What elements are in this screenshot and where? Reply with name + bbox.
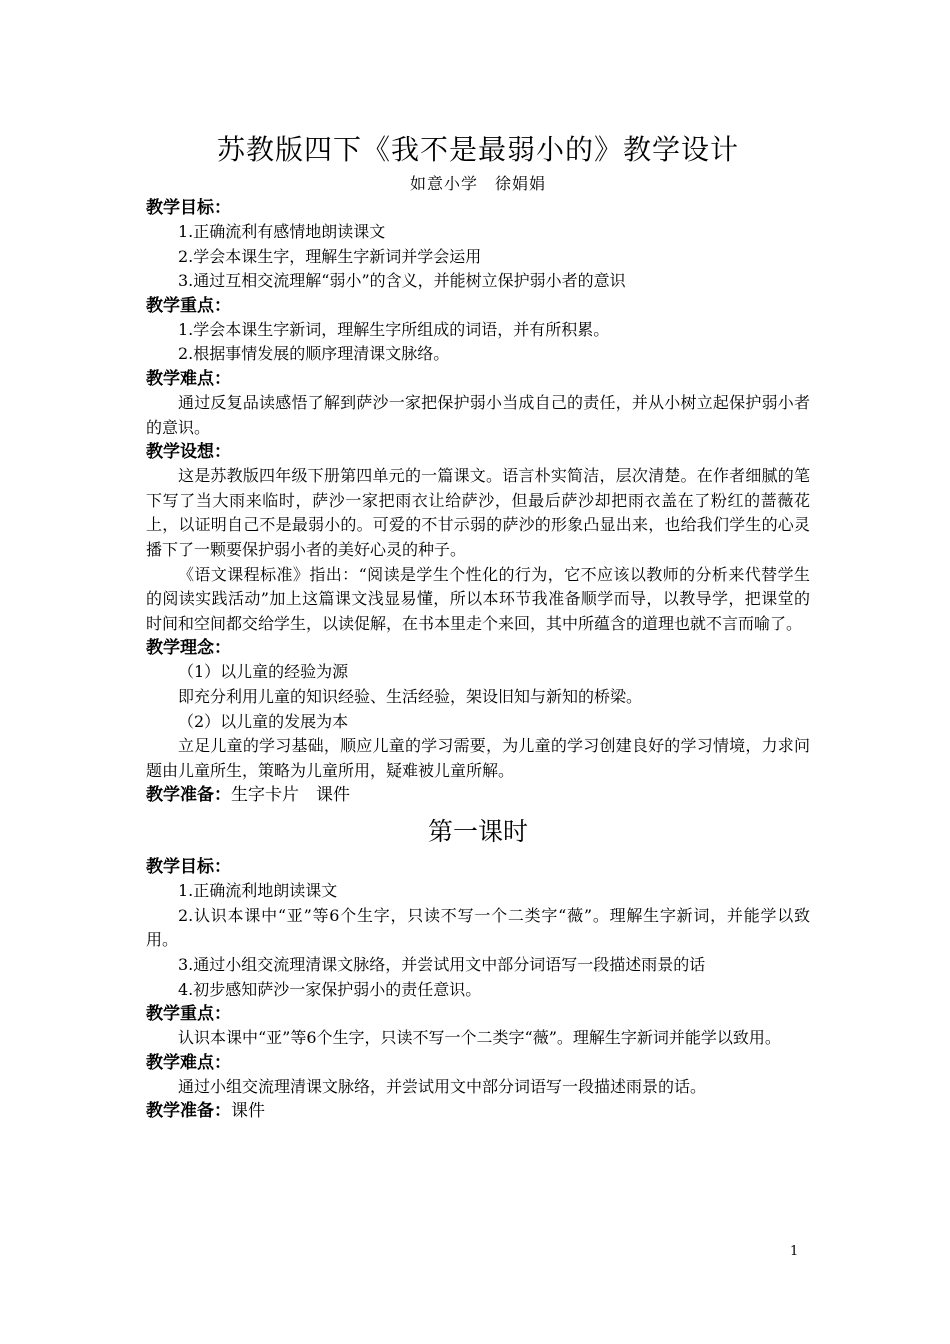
objectives-heading: 教学目标： [146,198,231,218]
key-point-item: 2.根据事情发展的顺序理清课文脉络。 [178,344,450,364]
lesson-objective-item: 2.认识本课中“亚”等6个生字，只读不写一个二类字“薇”。理解生字新词，并能学以致用。 [146,905,810,950]
key-point-item: 1.学会本课生字新词，理解生字所组成的词语，并有所积累。 [178,319,610,339]
philosophy-item: （2）以儿童的发展为本 [178,711,349,731]
lesson-objectives-heading: 教学目标： [146,857,231,878]
lesson-key-points-text: 认识本课中“亚”等6个生字，只读不写一个二类字“薇”。理解生字新词并能学以致用。 [178,1028,781,1048]
objective-item: 2.学会本课生字，理解生字新词并学会运用 [178,246,482,266]
philosophy-item: 立足儿童的学习基础，顺应儿童的学习需要，为儿童的学习创建良好的学习情境，力求问题由儿童所生，策略为儿童所用，疑难被儿童所解。 [146,736,810,780]
design-idea-paragraph: 这是苏教版四年级下册第四单元的一篇课文。语言朴实简洁，层次清楚。在作者细腻的笔下写了当大雨来临时，萨沙一家把雨衣让给萨沙，但最后萨沙却把雨衣盖在了粉红的蔷薇花上，以证明自己不是最弱小的。可爱的不甘示弱的萨沙的形象凸显出来，也给我们学生的心灵播下了一颗要保护弱小者的美好心灵的种子。 [146,466,810,559]
lesson-difficulties-heading: 教学难点： [146,1052,231,1073]
lesson-key-points-heading: 教学重点： [146,1004,231,1025]
preparation-value: 生字卡片 课件 [231,785,350,806]
key-points-heading: 教学重点： [146,295,231,316]
lesson-difficulties-text: 通过小组交流理清课文脉络，并尝试用文中部分词语写一段描述雨景的话。 [178,1076,707,1096]
document-title: 苏教版四下《我不是最弱小的》教学设计 [216,133,739,166]
difficulties-heading: 教学难点： [146,368,231,389]
author-line: 如意小学 徐娟娟 [409,174,546,193]
objective-item: 3.通过互相交流理解“弱小”的含义，并能树立保护弱小者的意识 [178,271,626,291]
lesson-objective-item: 3.通过小组交流理清课文脉络，并尝试用文中部分词语写一段描述雨景的话 [178,955,706,975]
design-idea-paragraph: 《语文课程标准》指出：“阅读是学生个性化的行为，它不应该以教师的分析来代替学生的阅读实践活动”加上这篇课文浅显易懂，所以本环节我准备顺学而导，以教导学，把课堂的时间和空间都交给学生，以读促解，在书本里走个来回，其中所蕴含的道理也就不言而喻了。 [146,564,810,633]
lesson-preparation-value: 课件 [231,1101,265,1122]
lesson-objective-item: 4.初步感知萨沙一家保护弱小的责任意识。 [178,979,482,999]
page-content [146,132,810,1123]
preparation-line [146,783,810,807]
lesson-preparation-line [146,1099,810,1123]
objective-item: 1.正确流利有感情地朗读课文 [178,222,386,241]
lesson-preparation-heading: 教学准备： [146,1101,231,1122]
philosophy-item: （1）以儿童的经验为源 [178,662,349,682]
philosophy-heading: 教学理念： [146,638,231,659]
design-idea-heading: 教学设想： [146,442,231,463]
difficulties-text: 通过反复品读感悟了解到萨沙一家把保护弱小当成自己的责任，并从小树立起保护弱小者的意识。 [146,392,810,437]
lesson-objective-item: 1.正确流利地朗读课文 [178,881,338,901]
preparation-heading: 教学准备： [146,785,231,806]
philosophy-item: 即充分利用儿童的知识经验、生活经验，架设旧知与新知的桥梁。 [178,686,643,706]
page-number: 1 [790,1244,799,1259]
lesson-one-title: 第一课时 [427,817,528,847]
